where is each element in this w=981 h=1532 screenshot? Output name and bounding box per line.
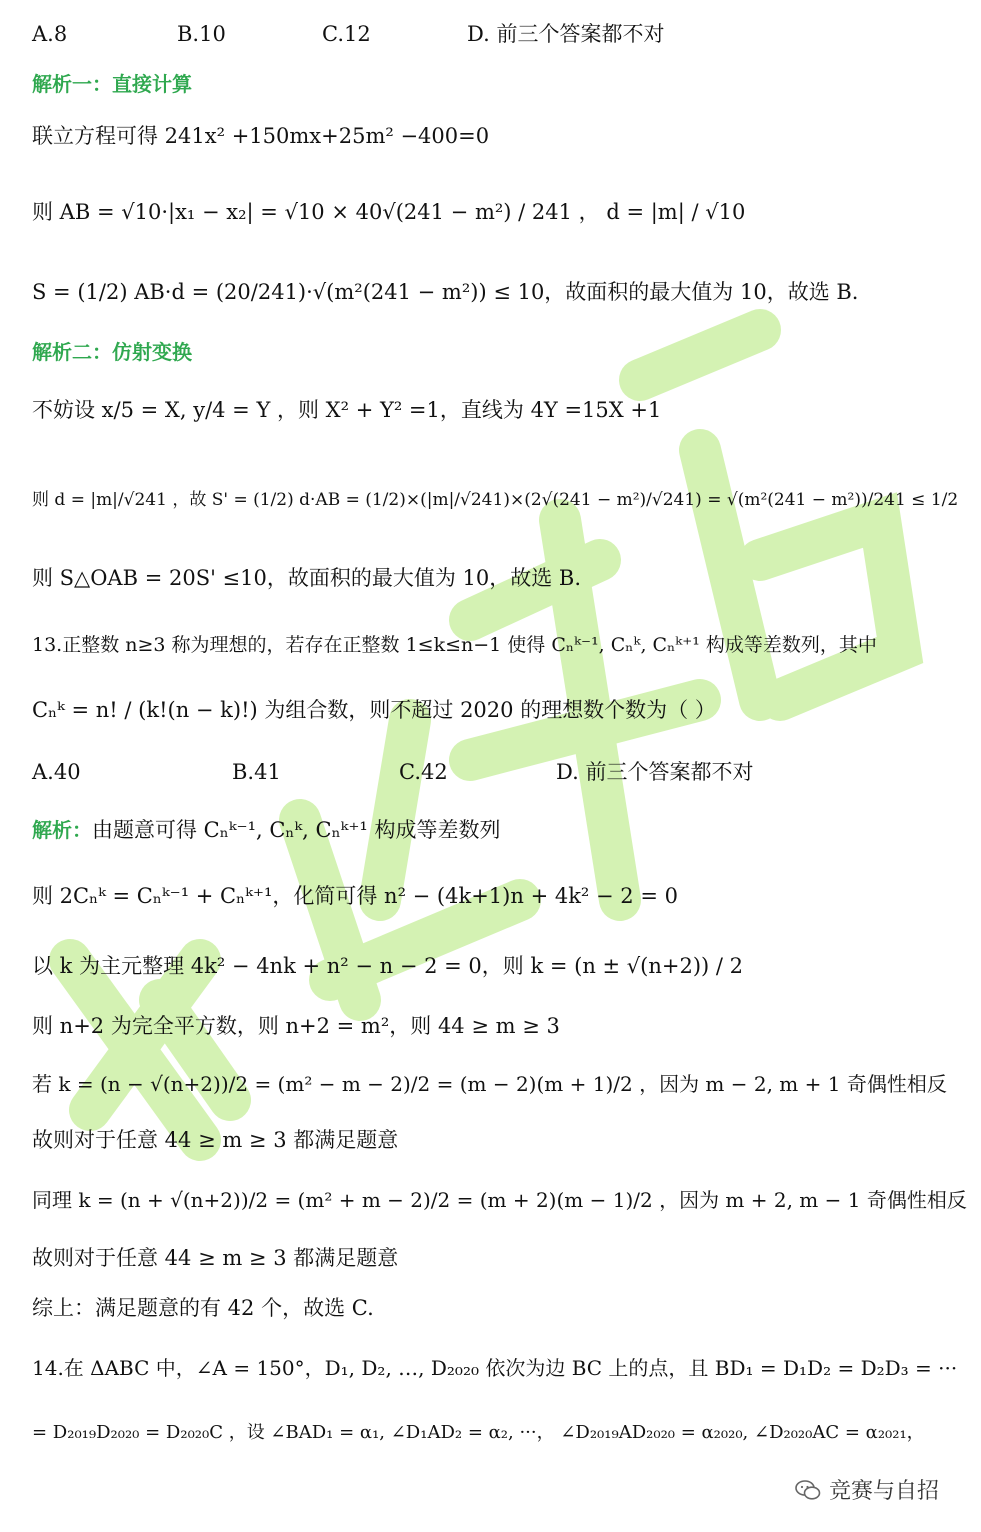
solution-line-2: 则 2Cₙᵏ = Cₙᵏ⁻¹ + Cₙᵏ⁺¹，化简可得 n² − (4k+1)n + 4k² − 2 = 0 xyxy=(32,884,678,908)
solution-line-5: 若 k = (n − √(n+2))/2 = (m² − m − 2)/2 = (m − 2)(m + 1)/2 ，因为 m − 2, m + 1 奇偶性相反 xyxy=(32,1072,947,1096)
solution-label: 解析： xyxy=(32,818,92,842)
m2-line-2: 则 d = |m|/√241 ，故 S' = (1/2) d·AB = (1/2)×(|m|/√241)×(2√(241 − m²)/√241) = √(m²(241 − m²))/241 ≤ 1/2 xyxy=(32,490,959,510)
q14-line-2: = D₂₀₁₉D₂₀₂₀ = D₂₀₂₀C ，设 ∠BAD₁ = α₁, ∠D₁AD₂ = α₂, ···， ∠D₂₀₁₉AD₂₀₂₀ = α₂₀₂₀, ∠D₂₀₂₀AC = α₂₀₂₁， xyxy=(32,1422,925,1443)
watermark-text: 数学年白 xyxy=(0,0,4,1)
q13-option-d: D. 前三个答案都不对 xyxy=(556,760,754,784)
solution-line-3: 以 k 为主元整理 4k² − 4nk + n² − n − 2 = 0，则 k = (n ± √(n+2)) / 2 xyxy=(32,954,744,978)
solution-line-6: 故则对于任意 44 ≥ m ≥ 3 都满足题意 xyxy=(32,1128,399,1152)
footer-brand xyxy=(795,1474,939,1505)
wechat-icon xyxy=(795,1480,821,1500)
solution-text-1: 由题意可得 Cₙᵏ⁻¹, Cₙᵏ, Cₙᵏ⁺¹ 构成等差数列 xyxy=(92,818,501,842)
method1-title: 解析一：直接计算 xyxy=(32,72,192,96)
q13-options xyxy=(32,760,753,785)
q13-line-1: 13.正整数 n≥3 称为理想的，若存在正整数 1≤k≤n−1 使得 Cₙᵏ⁻¹, Cₙᵏ, Cₙᵏ⁺¹ 构成等差数列，其中 xyxy=(32,634,877,656)
solution-line-9: 综上：满足题意的有 42 个，故选 C. xyxy=(32,1296,374,1320)
solution-line-8: 故则对于任意 44 ≥ m ≥ 3 都满足题意 xyxy=(32,1246,399,1270)
q14-line-1: 14.在 ΔABC 中，∠A = 150°，D₁, D₂, …, D₂₀₂₀ 依次为边 BC 上的点，且 BD₁ = D₁D₂ = D₂D₃ = ··· xyxy=(32,1356,958,1380)
footer-text: 竞赛与自招 xyxy=(829,1479,940,1504)
q12-options xyxy=(32,22,664,47)
solution-line-1 xyxy=(32,818,501,843)
q12-option-b: B.10 xyxy=(177,22,226,46)
m1-line-1: 联立方程可得 241x² +150mx+25m² −400=0 xyxy=(32,124,490,148)
solution-line-4: 则 n+2 为完全平方数，则 n+2 = m²，则 44 ≥ m ≥ 3 xyxy=(32,1014,560,1038)
q13-option-c: C.42 xyxy=(399,760,448,784)
q12-option-c: C.12 xyxy=(322,22,371,46)
m1-line-2: 则 AB = √10·|x₁ − x₂| = √10 × 40√(241 − m²) / 241 ， d = |m| / √10 xyxy=(32,200,746,224)
m2-line-3: 则 S△OAB = 20S' ≤10，故面积的最大值为 10，故选 B. xyxy=(32,566,582,590)
solution-line-7: 同理 k = (n + √(n+2))/2 = (m² + m − 2)/2 = (m + 2)(m − 1)/2 ，因为 m + 2, m − 1 奇偶性相反 xyxy=(32,1188,967,1212)
m1-line-3: S = (1/2) AB·d = (20/241)·√(m²(241 − m²)) ≤ 10，故面积的最大值为 10，故选 B. xyxy=(32,280,859,304)
method2-title: 解析二：仿射变换 xyxy=(32,340,192,364)
q12-option-d: D. 前三个答案都不对 xyxy=(467,22,665,46)
q13-line-2: Cₙᵏ = n! / (k!(n − k)!) 为组合数，则不超过 2020 的理想数个数为（ ） xyxy=(32,698,716,722)
q13-option-a: A.40 xyxy=(32,760,81,784)
q12-option-a: A.8 xyxy=(32,22,68,46)
m2-line-1: 不妨设 x/5 = X, y/4 = Y ，则 X² + Y² =1，直线为 4Y =15X +1 xyxy=(32,398,662,422)
q13-option-b: B.41 xyxy=(232,760,281,784)
